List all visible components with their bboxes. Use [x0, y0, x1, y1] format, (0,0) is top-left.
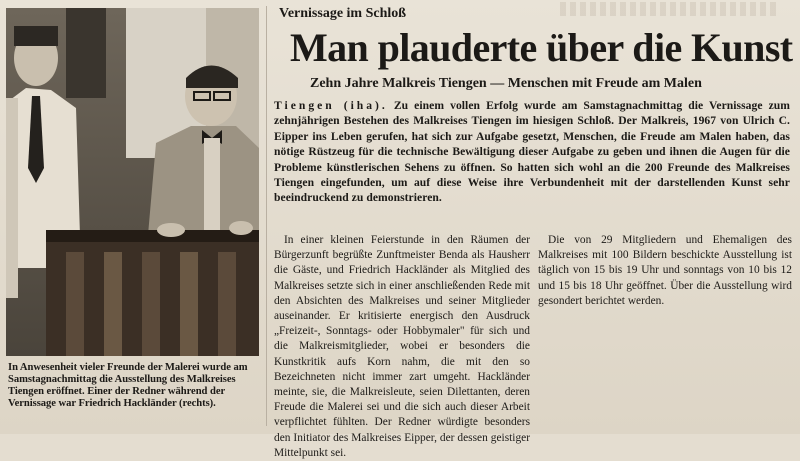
photo-image [6, 8, 259, 356]
faded-bleed-through [560, 2, 780, 16]
body-column-1: In einer kleinen Feierstunde in den Räumen der Bürgerzunft begrüßte Zunftmeister Benda als Hausherr die Gäste, und Friedrich Hackländer als Mitglied des Malkreises setzte sich in einer anschließenden Rede mit den Absichten des Malkreises und seiner Mitglieder auseinander. Er kritisierte energisch den Ausdruck „Freizeit-, Sonntags- oder Hobbymaler" für sich und die Malkreismitglieder, wobei er besonders die Kunstkritik aufs Korn nahm, die mit den so Bezeichneten nicht immer zart umgeht. Hackländer meinte, sie, die Malkreisleute, seien Dilettanten, deren Freude die Malerei sei und die sich auch dieser Arbeit verpflichtet fühlten. Der Redner würdigte besonders den Initiator des Malkreises Eipper, der dessen geistiger Mittelpunkt sei. [274, 234, 530, 459]
lead-paragraph [274, 98, 790, 206]
subheadline: Zehn Jahre Malkreis Tiengen — Menschen mit Freude am Malen [310, 76, 702, 91]
body-column-2: Die von 29 Mitgliedern und Ehemaligen des Malkreises mit 100 Bildern beschickte Ausstellung ist täglich von 15 bis 19 Uhr und sonntags von 10 bis 12 und 15 bis 18 Uhr geöffnet. Über die Ausstellung wird gesondert berichtet werden. [538, 234, 792, 307]
kicker: Vernissage im Schloß [279, 6, 407, 21]
lead-dateline: Tiengen (iha). [274, 99, 388, 112]
lead-text: Zu einem vollen Erfolg wurde am Samstagnachmittag die Vernissage zum zehnjährigen Bestehen des Malkreises Tiengen im hiesigen Schloß. Der Malkreis, 1967 von Ulrich C. Eipper ins Leben gerufen, hat sich zur Aufgabe gesetzt, Menschen, die Freude am Malen haben, das nötige Rüstzeug für die technische Bewältigung dieser Aufgabe zu geben und ihnen die Augen für die Probleme künstlerischen Sehens zu öffnen. So hatten sich wohl an die 200 Freunde des Malkreises Tiengen eingefunden, um auf diese Weise ihre Verbundenheit mit der darstellenden Kunst sehr beeindruckend zu demonstrieren. [274, 99, 790, 205]
headline: Man plauderte über die Kunst [290, 25, 793, 70]
photo-speakers [6, 8, 259, 356]
column-divider [266, 6, 267, 426]
photo-caption: In Anwesenheit vieler Freunde der Malerei wurde am Samstagnachmittag die Ausstellung des Malkreises Tiengen eröffnet. Einer der Redner während der Vernissage war Friedrich Hackländer (rechts). [8, 362, 248, 409]
